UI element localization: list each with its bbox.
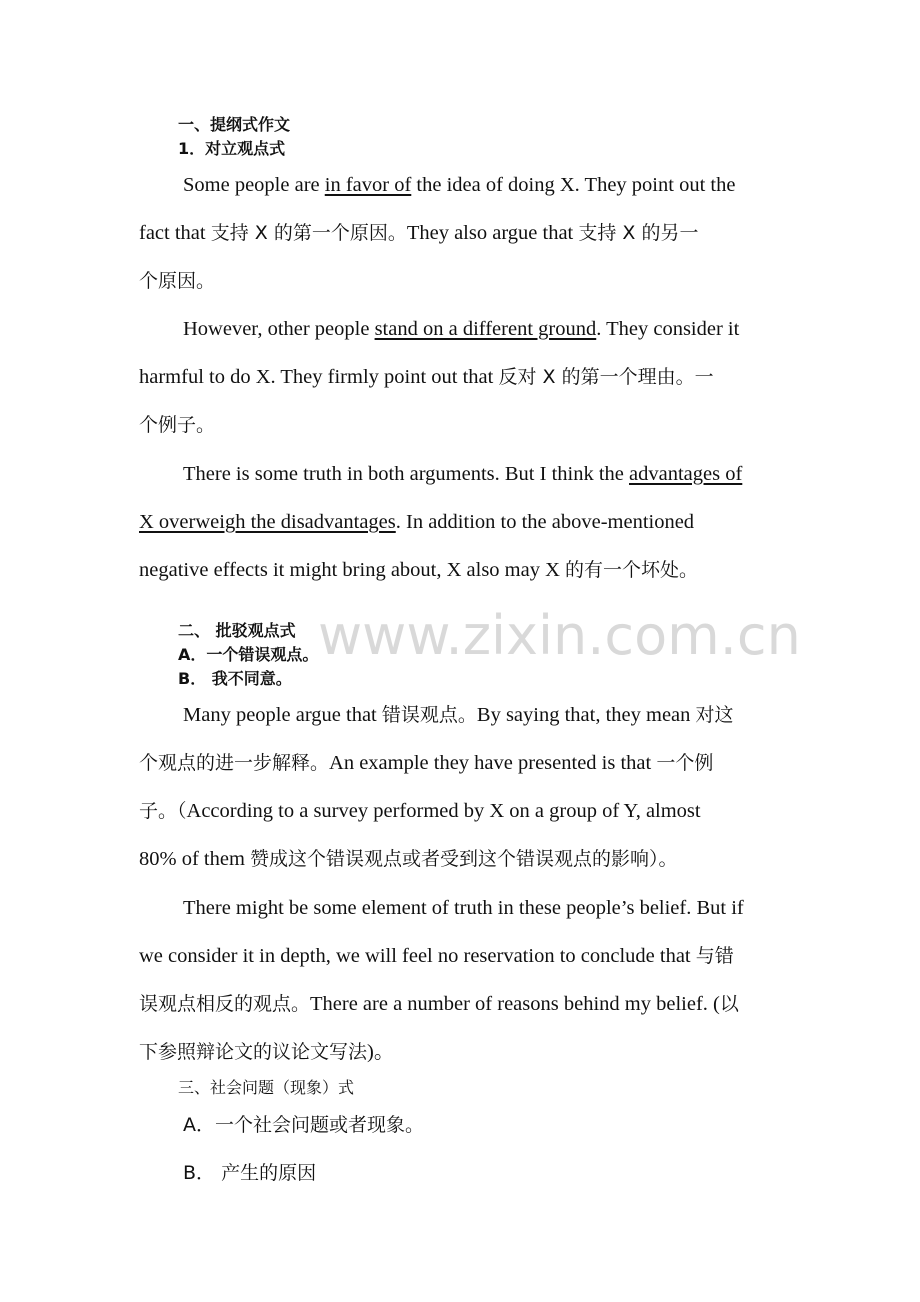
- section-2-heading: 二、 批驳观点式: [178, 621, 296, 640]
- text-run: 下参照辩论文的议论文写法: [139, 1041, 368, 1063]
- s1-p2-line3: 个例子。: [139, 414, 216, 436]
- s2-p1-line2: [139, 750, 713, 776]
- text-run: However, other people: [183, 318, 375, 340]
- text-run: negative effects it might bring about, X also may X: [139, 559, 566, 581]
- s2-p2-line4: [139, 1039, 394, 1065]
- text-run: . They consider it: [596, 318, 740, 340]
- text-run: 错误观点。: [381, 704, 477, 726]
- text-run: Many people argue that: [183, 704, 382, 726]
- text-run: 对这: [695, 704, 734, 726]
- s2-p1-line3: [139, 798, 701, 824]
- section-1-heading: 一、提纲式作文: [178, 115, 291, 134]
- text-run: 支持 X 的另一: [578, 222, 699, 244]
- text-run: 以: [719, 993, 739, 1015]
- text-run: harmful to do X. They firmly point out that: [139, 366, 499, 388]
- text-run: )。: [367, 1041, 395, 1063]
- text-run: 子。（: [139, 800, 187, 822]
- s1-p3-line2: [139, 509, 694, 535]
- text-run: There are a number of reasons behind my belief. (: [310, 993, 720, 1015]
- section-2-item-b: B． 我不同意。: [178, 669, 292, 688]
- text-run: 的有一个坏处。: [565, 559, 699, 581]
- text-run: 赞成这个错误观点或者受到这个错误观点的影响）。: [250, 848, 678, 870]
- text-run: 误观点相反的观点。: [139, 993, 311, 1015]
- section-1-subheading: 1．对立观点式: [178, 139, 286, 158]
- s2-p2-line3: [139, 991, 739, 1017]
- section-2-item-a: A．一个错误观点。: [178, 645, 319, 664]
- text-run: They also argue that: [406, 222, 579, 244]
- text-run: . In addition to the above-mentioned: [395, 511, 695, 533]
- section-3-heading: 三、社会问题（现象）式: [178, 1078, 355, 1097]
- s1-p2-line1: [183, 316, 739, 342]
- watermark: www.zixin.com.cn: [318, 604, 801, 667]
- underlined-phrase: in favor of: [324, 174, 412, 196]
- s1-p1-line3: 个原因。: [139, 270, 216, 292]
- text-run: we consider it in depth, we will feel no reservation to conclude that: [139, 945, 696, 967]
- s2-p2-line2: [139, 943, 734, 969]
- underlined-phrase: stand on a different ground: [374, 318, 597, 340]
- s2-p1-line4: [139, 846, 678, 872]
- text-run: By saying that, they mean: [476, 704, 696, 726]
- text-run: Some people are: [183, 174, 325, 196]
- underlined-phrase: X overweigh the disadvantages: [139, 511, 396, 533]
- underlined-phrase: advantages of: [629, 463, 743, 485]
- s2-p2-line1: There might be some element of truth in these people’s belief. But if: [183, 897, 744, 919]
- text-run: 与错: [695, 945, 734, 967]
- s1-p1-line2: [139, 220, 698, 246]
- text-run: 个观点的进一步解释。: [139, 752, 330, 774]
- text-run: 支持 X 的第一个原因。: [210, 222, 407, 244]
- s2-p1-line1: [183, 702, 734, 728]
- text-run: 80% of them: [139, 848, 251, 870]
- section-3-item-b: B． 产生的原因: [183, 1162, 317, 1184]
- text-run: 反对 X 的第一个理由。一: [498, 366, 714, 388]
- text-run: There is some truth in both arguments. But I think the: [183, 463, 630, 485]
- text-run: 一个例: [656, 752, 714, 774]
- s1-p1-line1: [183, 172, 735, 198]
- section-3-item-a: A．一个社会问题或者现象。: [183, 1114, 424, 1136]
- text-run: the idea of doing X. They point out the: [411, 174, 736, 196]
- s1-p3-line1: [183, 461, 742, 487]
- s1-p2-line2: [139, 364, 714, 390]
- s1-p3-line3: [139, 557, 698, 583]
- text-run: According to a survey performed by X on a group of Y, almost: [186, 800, 701, 822]
- text-run: fact that: [139, 222, 211, 244]
- text-run: An example they have presented is that: [329, 752, 657, 774]
